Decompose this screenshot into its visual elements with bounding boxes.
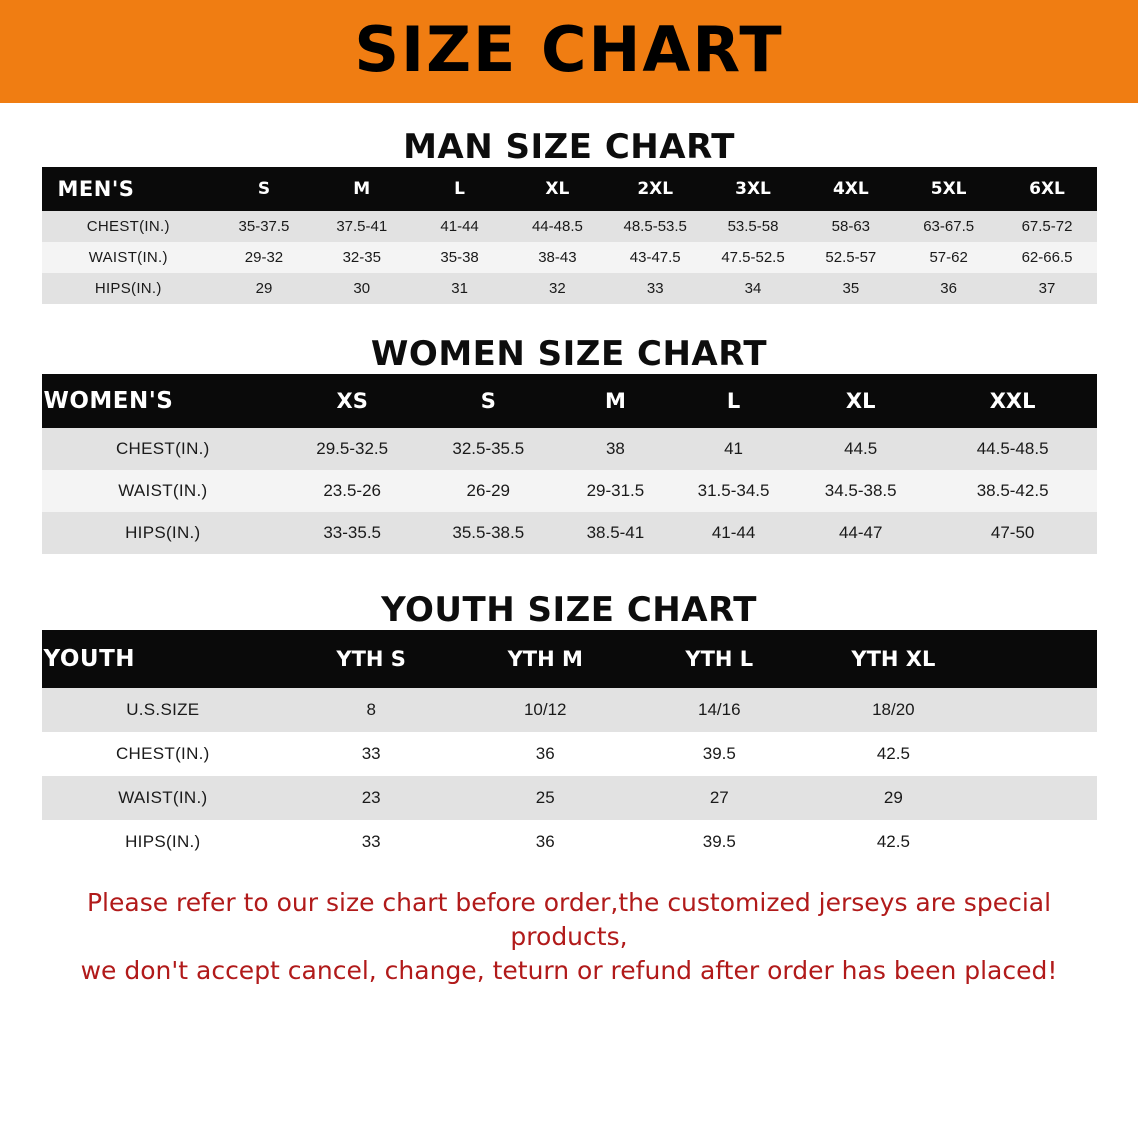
women-size-table <box>42 374 1097 554</box>
table-cell: 33-35.5 <box>284 512 420 554</box>
table-cell: 38 <box>556 428 674 470</box>
table-row <box>42 732 1097 776</box>
table-cell: 36 <box>900 273 998 304</box>
table-cell: 31 <box>411 273 509 304</box>
women-row-label: HIPS(IN.) <box>42 512 285 554</box>
youth-row-label: CHEST(IN.) <box>42 732 285 776</box>
women-row-label: WAIST(IN.) <box>42 470 285 512</box>
table-cell: 42.5 <box>806 732 980 776</box>
table-cell: 32-35 <box>313 242 411 273</box>
women-col-header: M <box>556 374 674 428</box>
table-cell: 62-66.5 <box>998 242 1097 273</box>
table-header-row <box>42 630 1097 688</box>
youth-col-header-spacer <box>980 630 1096 688</box>
table-cell: 30 <box>313 273 411 304</box>
table-cell-spacer <box>980 776 1096 820</box>
disclaimer-line-2: we don't accept cancel, change, teturn or refund after order has been placed! <box>80 955 1058 985</box>
table-cell: 29 <box>215 273 313 304</box>
youth-row-label: WAIST(IN.) <box>42 776 285 820</box>
table-cell: 27 <box>632 776 806 820</box>
table-cell: 23.5-26 <box>284 470 420 512</box>
man-col-header: 3XL <box>704 167 802 211</box>
women-col-header: L <box>674 374 792 428</box>
table-row <box>42 512 1097 554</box>
table-row <box>42 211 1097 242</box>
table-cell: 58-63 <box>802 211 900 242</box>
man-col-header: M <box>313 167 411 211</box>
youth-col-header: YTH L <box>632 630 806 688</box>
man-col-header: 4XL <box>802 167 900 211</box>
table-cell: 34 <box>704 273 802 304</box>
women-col-header: XS <box>284 374 420 428</box>
table-cell: 47-50 <box>929 512 1097 554</box>
table-cell: 29.5-32.5 <box>284 428 420 470</box>
table-cell: 14/16 <box>632 688 806 732</box>
table-cell: 31.5-34.5 <box>674 470 792 512</box>
disclaimer-line-1: Please refer to our size chart before order,the customized jerseys are special products, <box>86 888 1052 951</box>
table-cell: 41-44 <box>674 512 792 554</box>
table-cell: 39.5 <box>632 732 806 776</box>
table-cell: 37.5-41 <box>313 211 411 242</box>
man-section-title: MAN SIZE CHART <box>403 127 735 167</box>
table-cell: 36 <box>458 732 632 776</box>
table-cell-spacer <box>980 688 1096 732</box>
table-row <box>42 428 1097 470</box>
youth-col-header: YTH S <box>284 630 458 688</box>
table-cell: 34.5-38.5 <box>793 470 929 512</box>
page-title: SIZE CHART <box>354 12 784 86</box>
table-cell: 25 <box>458 776 632 820</box>
table-cell: 35-38 <box>411 242 509 273</box>
table-cell-spacer <box>980 820 1096 864</box>
man-row-label: WAIST(IN.) <box>42 242 216 273</box>
table-cell: 67.5-72 <box>998 211 1097 242</box>
man-table-body <box>42 211 1097 304</box>
youth-row-label: U.S.SIZE <box>42 688 285 732</box>
page-banner <box>0 0 1138 103</box>
table-cell: 63-67.5 <box>900 211 998 242</box>
disclaimer-note <box>42 886 1097 987</box>
table-cell: 38.5-41 <box>556 512 674 554</box>
women-row-label: CHEST(IN.) <box>42 428 285 470</box>
table-cell: 35.5-38.5 <box>420 512 556 554</box>
table-cell-spacer <box>980 732 1096 776</box>
table-cell: 32.5-35.5 <box>420 428 556 470</box>
table-cell: 35-37.5 <box>215 211 313 242</box>
table-cell: 37 <box>998 273 1097 304</box>
table-cell: 39.5 <box>632 820 806 864</box>
table-cell: 44.5-48.5 <box>929 428 1097 470</box>
man-col-header: L <box>411 167 509 211</box>
table-row <box>42 273 1097 304</box>
table-header-row <box>42 167 1097 211</box>
table-cell: 10/12 <box>458 688 632 732</box>
table-cell: 26-29 <box>420 470 556 512</box>
table-cell: 53.5-58 <box>704 211 802 242</box>
table-cell: 44-47 <box>793 512 929 554</box>
women-table-header <box>42 374 1097 428</box>
table-cell: 52.5-57 <box>802 242 900 273</box>
man-row-label: HIPS(IN.) <box>42 273 216 304</box>
table-row <box>42 242 1097 273</box>
women-section-title: WOMEN SIZE CHART <box>370 334 768 374</box>
man-col-header: 5XL <box>900 167 998 211</box>
table-cell: 33 <box>284 820 458 864</box>
table-cell: 42.5 <box>806 820 980 864</box>
table-cell: 44.5 <box>793 428 929 470</box>
table-row <box>42 776 1097 820</box>
youth-table-body <box>42 688 1097 864</box>
table-cell: 33 <box>284 732 458 776</box>
table-cell: 48.5-53.5 <box>606 211 704 242</box>
youth-size-table-wrap <box>42 630 1097 864</box>
youth-col-header: YTH M <box>458 630 632 688</box>
women-size-table-wrap <box>42 374 1097 554</box>
table-cell: 18/20 <box>806 688 980 732</box>
table-cell: 41-44 <box>411 211 509 242</box>
man-col-header: 6XL <box>998 167 1097 211</box>
youth-row-label: HIPS(IN.) <box>42 820 285 864</box>
youth-col-header: YTH XL <box>806 630 980 688</box>
table-cell: 29-32 <box>215 242 313 273</box>
table-cell: 41 <box>674 428 792 470</box>
women-col-header: XL <box>793 374 929 428</box>
man-size-table-wrap <box>42 167 1097 304</box>
man-table-corner-label: MEN'S <box>42 167 216 211</box>
table-cell: 47.5-52.5 <box>704 242 802 273</box>
table-cell: 44-48.5 <box>508 211 606 242</box>
youth-table-corner-label: YOUTH <box>42 630 285 688</box>
table-row <box>42 688 1097 732</box>
table-cell: 32 <box>508 273 606 304</box>
youth-size-table <box>42 630 1097 864</box>
man-size-table <box>42 167 1097 304</box>
table-cell: 36 <box>458 820 632 864</box>
table-cell: 8 <box>284 688 458 732</box>
man-row-label: CHEST(IN.) <box>42 211 216 242</box>
table-cell: 29 <box>806 776 980 820</box>
youth-section-title: YOUTH SIZE CHART <box>381 590 757 630</box>
man-col-header: 2XL <box>606 167 704 211</box>
table-cell: 29-31.5 <box>556 470 674 512</box>
table-cell: 38-43 <box>508 242 606 273</box>
man-table-header <box>42 167 1097 211</box>
table-cell: 33 <box>606 273 704 304</box>
table-cell: 38.5-42.5 <box>929 470 1097 512</box>
man-col-header: XL <box>508 167 606 211</box>
youth-table-header <box>42 630 1097 688</box>
table-cell: 23 <box>284 776 458 820</box>
table-header-row <box>42 374 1097 428</box>
table-row <box>42 820 1097 864</box>
table-cell: 43-47.5 <box>606 242 704 273</box>
women-col-header: XXL <box>929 374 1097 428</box>
man-col-header: S <box>215 167 313 211</box>
women-table-corner-label: WOMEN'S <box>42 374 285 428</box>
women-col-header: S <box>420 374 556 428</box>
table-cell: 35 <box>802 273 900 304</box>
table-row <box>42 470 1097 512</box>
table-cell: 57-62 <box>900 242 998 273</box>
women-table-body <box>42 428 1097 554</box>
